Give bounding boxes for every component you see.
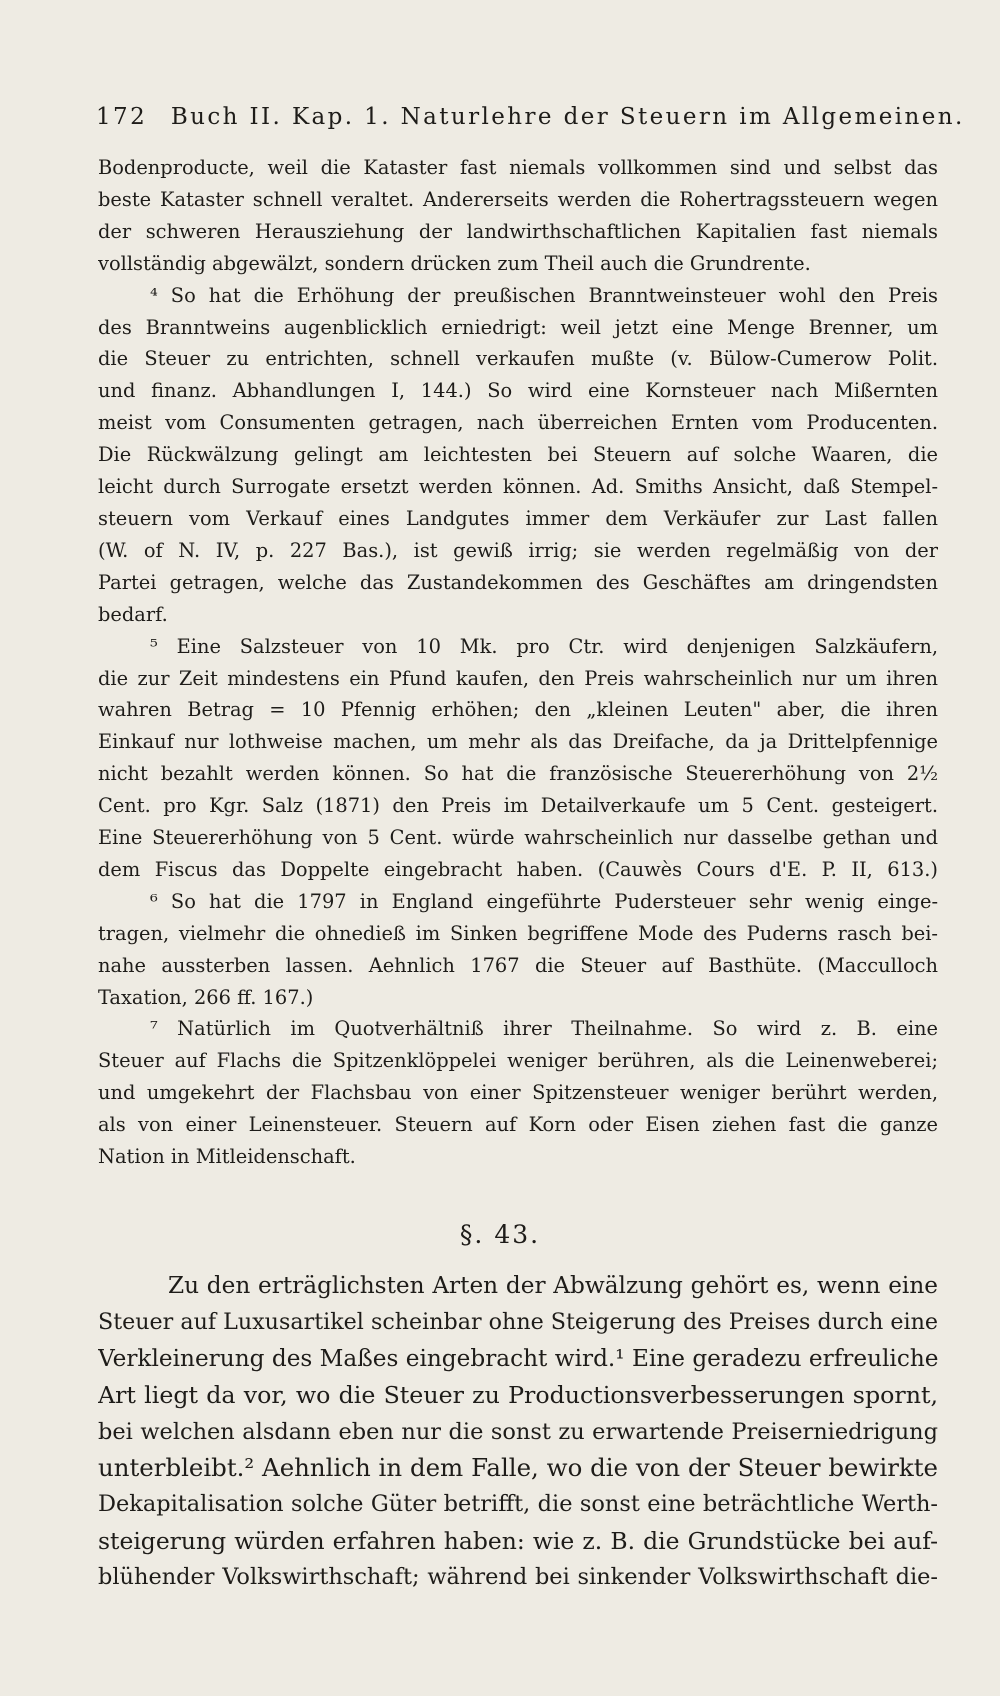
footnote-line: ⁶ So hat die 1797 in England eingeführte Pudersteuer sehr wenig einge- [150,889,938,913]
footnote-line: leicht durch Surrogate ersetzt werden können. Ad. Smiths Ansicht, daß Stempel- [98,475,938,499]
running-head [96,104,965,130]
footnote-line: des Branntweins augenblicklich erniedrigt: weil jetzt eine Menge Brenner, um [98,315,938,339]
page-number: 172 [96,104,148,130]
footnote-line: Die Rückwälzung gelingt am leichtesten bei Steuern auf solche Waaren, die [98,443,938,467]
footnote-line: wahren Betrag = 10 Pfennig erhöhen; den „kleinen Leuten" aber, die ihren [98,698,938,722]
footnotes [98,152,938,1173]
footnote-line: tragen, vielmehr die ohnedieß im Sinken begriffene Mode des Puderns rasch bei- [98,921,938,945]
body-line: Dekapitalisation solche Güter betrifft, die sonst eine beträchtliche Werth- [98,1491,938,1518]
footnote-line: nahe aussterben lassen. Aehnlich 1767 die Steuer auf Basthüte. (Macculloch [98,953,938,977]
footnote-line: ⁴ So hat die Erhöhung der preußischen Branntweinsteuer wohl den Preis [150,283,938,307]
footnote-line: (W. of N. IV, p. 227 Bas.), ist gewiß irrig; sie werden regelmäßig von der [98,538,938,562]
footnote-line: vollständig abgewälzt, sondern drücken zum Theil auch die Grundrente. [98,251,811,275]
body-line: unterbleibt.² Aehnlich in dem Falle, wo die von der Steuer bewirkte [98,1453,938,1483]
running-title: Buch II. Kap. 1. Naturlehre der Steuern im Allgemeinen. [170,104,965,130]
body-line: Art liegt da vor, wo die Steuer zu Productionsverbesserungen spornt, [98,1381,938,1410]
footnote-line: Taxation, 266 ff. 167.) [98,985,314,1009]
footnote-line: meist vom Consumenten getragen, nach überreichen Ernten vom Producenten. [98,411,938,435]
footnote-line: und finanz. Abhandlungen I, 144.) So wird eine Kornsteuer nach Mißernten [98,379,938,403]
footnote-line: Eine Steuererhöhung von 5 Cent. würde wahrscheinlich nur dasselbe gethan und [98,826,938,850]
footnote-line: Einkauf nur lothweise machen, um mehr als das Dreifache, da ja Drittelpfennige [98,730,938,754]
footnote-line: die zur Zeit mindestens ein Pfund kaufen, den Preis wahrscheinlich nur um ihren [98,666,938,690]
body-line: Steuer auf Luxusartikel scheinbar ohne Steigerung des Preises durch eine [98,1309,938,1336]
footnote-line: Steuer auf Flachs die Spitzenklöppelei weniger berühren, als die Leinenweberei; [98,1049,938,1073]
footnote-line: beste Kataster schnell veraltet. Andererseits werden die Rohertragssteuern wegen [98,187,938,211]
footnote-line: ⁵ Eine Salzsteuer von 10 Mk. pro Ctr. wird denjenigen Salzkäufern, [150,634,938,658]
body-line: Verkleinerung des Maßes eingebracht wird.¹ Eine geradezu erfreuliche [98,1344,938,1372]
footnote-line: steuern vom Verkauf eines Landgutes immer dem Verkäufer zur Last fallen [98,506,938,530]
footnote-line: Nation in Mitleidenschaft. [98,1145,356,1169]
footnote-line: bedarf. [98,602,168,626]
footnote-line: die Steuer zu entrichten, schnell verkaufen mußte (v. Bülow-Cumerow Polit. [98,347,938,371]
body-line: bei welchen alsdann eben nur die sonst zu erwartende Preiserniedrigung [98,1418,938,1445]
footnote-line: Cent. pro Kgr. Salz (1871) den Preis im Detailverkaufe um 5 Cent. gesteigert. [98,794,938,818]
body-text [98,1268,938,1596]
footnote-line: dem Fiscus das Doppelte eingebracht haben. (Cauwès Cours d'E. P. II, 613.) [98,857,938,881]
footnote-line: ⁷ Natürlich im Quotverhältniß ihrer Theilnahme. So wird z. B. eine [150,1017,938,1041]
footnote-line: als von einer Leinensteuer. Steuern auf Korn oder Eisen ziehen fast die ganze [98,1113,938,1137]
body-line: steigerung würden erfahren haben: wie z. B. die Grundstücke bei auf- [98,1526,938,1555]
footnote-line: und umgekehrt der Flachsbau von einer Spitzensteuer weniger berührt werden, [98,1081,938,1105]
body-line: Zu den erträglichsten Arten der Abwälzung gehört es, wenn eine [168,1272,938,1299]
footnote-line: Bodenproducte, weil die Kataster fast niemals vollkommen sind und selbst das [98,156,938,179]
footnote-line: der schweren Herausziehung der landwirthschaftlichen Kapitalien fast niemals [98,219,938,243]
footnote-line: nicht bezahlt werden können. So hat die französische Steuererhöhung von 2½ [98,762,938,786]
body-line: blühender Volkswirthschaft; während bei sinkender Volkswirthschaft die- [98,1564,938,1591]
footnote-line: Partei getragen, welche das Zustandekommen des Geschäftes am dringendsten [98,570,938,594]
section-heading: §. 43. [459,1220,541,1249]
